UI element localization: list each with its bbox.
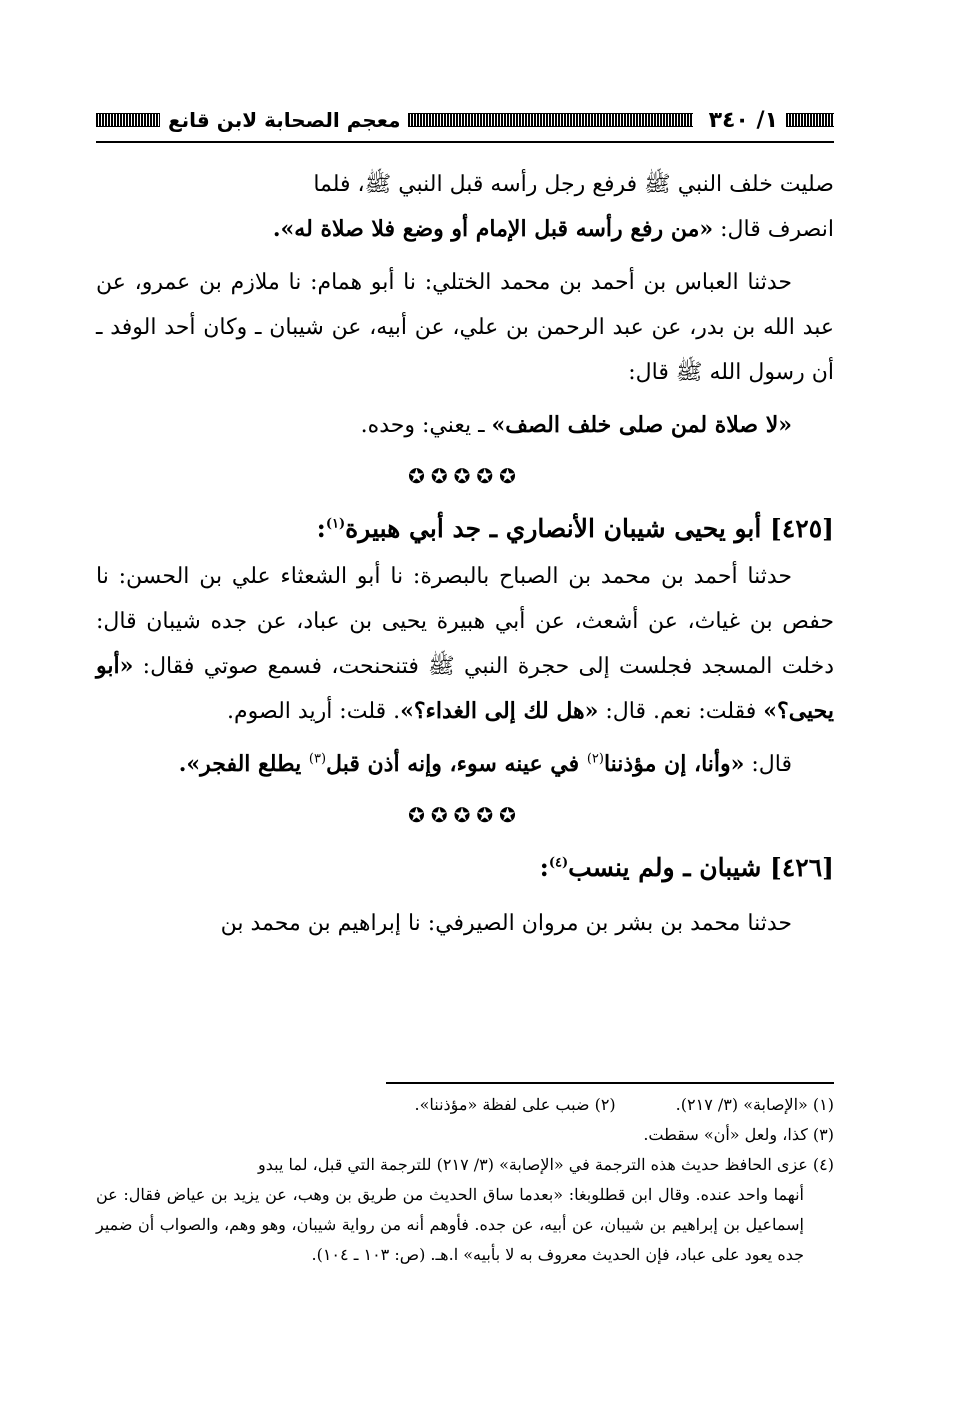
text-span: فقلت: نعم. قال: bbox=[598, 699, 764, 724]
text-span: : bbox=[316, 514, 326, 543]
header-ornament-right bbox=[786, 113, 834, 127]
header-ornament-left bbox=[96, 113, 160, 127]
entry-heading-426 bbox=[96, 843, 834, 893]
header-rule bbox=[96, 141, 834, 143]
footnote-separator bbox=[386, 1082, 834, 1084]
paragraph-1-line-2 bbox=[96, 207, 834, 252]
footnote-1: (١) «الإصابة» (٣/ ٢١٧). bbox=[675, 1095, 834, 1114]
paragraph-2: حدثنا العباس بن أحمد بن محمد الختلي: نا أبو همام: نا ملازم بن عمرو، عن عبد الله بن بدر، عن عبد الرحمن بن علي، عن أبيه، عن شيبان ـ وكان أحد الوفد ـ أن رسول الله ﷺ قال: bbox=[96, 270, 834, 385]
hadith-quote: «هل لك إلى الغداء؟» bbox=[400, 698, 599, 724]
entry-title: شيبان ـ ولم ينسب bbox=[568, 853, 771, 882]
paragraph-3 bbox=[96, 403, 834, 448]
section-divider-stars: ✪✪✪✪✪ bbox=[408, 803, 522, 827]
footnote-row bbox=[96, 1090, 834, 1120]
text-span: حدثنا أحمد بن محمد بن الصباح بالبصرة: نا أبو الشعثاء علي بن الحسن: نا حفص بن غياث، عن أشعث، عن أبي هبيرة يحيى بن عباد، عن جده شيبان قال: دخلت المسجد فجلست إلى حجرة النبي ﷺ فتنحنحت، فسمع صوتي فقال: bbox=[96, 564, 834, 679]
main-text bbox=[96, 162, 834, 946]
footnote-ref: (١) bbox=[325, 516, 346, 532]
entry-title: أبو يحيى شيبان الأنصاري ـ جد أبي هبيرة bbox=[345, 514, 771, 543]
page-number: ١/ ٣٤٠ bbox=[708, 107, 778, 133]
paragraph-4 bbox=[96, 554, 834, 734]
paragraph-5 bbox=[96, 742, 834, 787]
footnote-4-line-1: (٤) عزى الحافظ حديث هذه الترجمة في «الإصابة» (٣/ ٢١٧) للترجمة التي قبل، لما يبدو bbox=[258, 1155, 834, 1174]
paragraph-1-line-1 bbox=[96, 162, 834, 207]
text-span: صليت خلف النبي ﷺ فرفع رجل رأسه قبل النبي ﷺ، فلما bbox=[313, 172, 834, 197]
book-page bbox=[96, 100, 834, 1264]
footnote-3: (٣) كذا، ولعل «أن» سقطت. bbox=[643, 1125, 834, 1144]
hadith-quote: «من رفع رأسه قبل الإمام أو وضع فلا صلاة له». bbox=[272, 216, 714, 242]
text-span: . قلت: أريد الصوم. bbox=[227, 699, 401, 724]
hadith-quote: «لا صلاة لمن صلى خلف الصف» bbox=[491, 412, 792, 438]
text-span: انصرف قال: bbox=[713, 217, 834, 242]
book-title: معجم الصحابة لابن قانع bbox=[168, 108, 401, 132]
paragraph-6: حدثنا محمد بن بشر بن مروان الصيرفي: نا إبراهيم بن محمد بن bbox=[220, 911, 792, 936]
footnote-ref: (٢) bbox=[586, 751, 604, 767]
text-span: : bbox=[539, 853, 549, 882]
footnotes bbox=[96, 1090, 834, 1270]
hadith-quote: «أبو يحيى؟» bbox=[96, 653, 834, 724]
hadith-quote: «وأنا، إن مؤذننا bbox=[603, 751, 745, 777]
footnote-2: (٢) ضبب على لفظة «مؤذننا». bbox=[414, 1095, 616, 1114]
entry-number: [٤٢٥] bbox=[770, 514, 834, 543]
footnote-4-continuation: أنهما واحد عنده. وقال ابن قطلوبغا: «بعدما ساق الحديث من طريق بن وهب، عن يزيد بن عياض فقال: عن إسماعيل بن إبراهيم بن شيبان، عن أبيه، عن جده. فأوهم أنه من رواية شيبان، وهو وهم، والصواب أن ضمير جده يعود على عباد، فإن الحديث معروف به لا بأبيه» ا.هـ. (ص: ١٠٣ ـ ١٠٤). bbox=[96, 1185, 804, 1264]
running-header bbox=[96, 100, 834, 140]
hadith-quote: في عينه سوء، وإنه أذن قبل bbox=[326, 751, 587, 777]
footnote-ref: (٣) bbox=[308, 751, 327, 767]
text-span: ـ يعني: وحده. bbox=[360, 413, 492, 438]
entry-heading-425 bbox=[96, 504, 834, 554]
hadith-quote: يطلع الفجر». bbox=[178, 751, 309, 777]
footnote-ref: (٤) bbox=[548, 855, 569, 871]
entry-number: [٤٢٦] bbox=[770, 853, 834, 882]
text-span: قال: bbox=[744, 752, 792, 777]
header-ornament-middle bbox=[408, 113, 692, 127]
section-divider-stars: ✪✪✪✪✪ bbox=[408, 464, 522, 488]
